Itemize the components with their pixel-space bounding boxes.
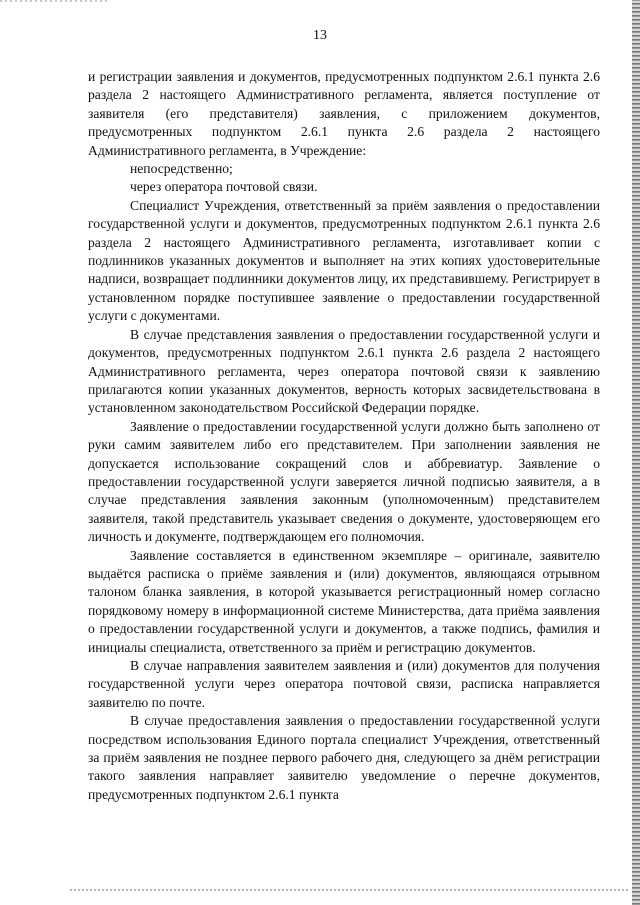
- list-item-in-person: непосредственно;: [130, 161, 233, 177]
- scan-artifact-top: [0, 0, 110, 2]
- paragraph-postal-submission: В случае представления заявления о предоставлении государственной услуги и документов, предусмотренных подпунктом 2.6.1 пункта 2.6 раздела 2 настоящего Административного регламента, через оператора почтовой связи к заявлению прилагаются копии указанных документов, верность которых засвидетельствована в установленном законодательством Российской Федерации порядке.: [88, 326, 600, 416]
- paragraph-postal-receipt: В случае направления заявителем заявления и (или) документов для получения государственной услуги через оператора почтовой связи, расписка направляется заявителю по почте.: [88, 658, 600, 710]
- scan-artifact-bottom-edge: [70, 889, 630, 891]
- paragraph-handwritten-form: Заявление о предоставлении государственной услуги должно быть заполнено от руки самим заявителем либо его представителем. При заполнении заявления не допускается использование сокращений слов и аббревиатур. Заявление о предоставлении государственной услуги заверяется личной подписью заявителя, а в случае представления заявления законным (уполномоченным) представителем заявителя, такой представитель указывает сведения о документе, удостоверяющем его личность и документе, подтверждающем его полномочия.: [88, 418, 600, 545]
- paragraph-single-portal: В случае предоставления заявления о предоставлении государственной услуги посредством использования Единого портала специалист Учреждения, ответственный за приём заявления не позднее первого рабочего дня, следующего за днём регистрации такого заявления направляет заявителю уведомление о перечне документов, предусмотренных подпунктом 2.6.1 пункта: [88, 713, 600, 802]
- page-number: 13: [313, 28, 327, 43]
- paragraph-specialist-copies: Специалист Учреждения, ответственный за приём заявления о предоставлении государственной услуги и документов, предусмотренных подпунктом 2.6.1 пункта 2.6 раздела 2 настоящего Административного регламента, изготавливает копии с подлинников указанных документов и выполняет на этих копиях удостоверительные надписи, возвращает подлинники документов лицу, их представившему. Регистрирует в установленном порядке поступившее заявление о предоставлении государственной услуги с документами.: [88, 197, 600, 324]
- scan-artifact-right-edge: [632, 0, 640, 905]
- paragraph-single-copy-receipt: Заявление составляется в единственном экземпляре – оригинале, заявителю выдаётся расписка о приёме заявления и (или) документов, являющаяся отрывном талоном бланка заявления, в которой указывается регистрационный номер согласно порядковому номеру в информационной системе Министерства, дата приёма заявления о предоставлении государственной услуги и документов, а также подпись, фамилия и инициалы специалиста, ответственного за приём и регистрацию документов.: [88, 547, 600, 655]
- paragraph-intro: и регистрации заявления и документов, предусмотренных подпунктом 2.6.1 пункта 2.6 раздела 2 настоящего Административного регламента, является поступление от заявителя (его представителя) заявления, с приложением документов, предусмотренных подпунктом 2.6.1 пункта 2.6 раздела 2 настоящего Административного регламента, в Учреждение:: [88, 69, 600, 158]
- list-item-postal: через оператора почтовой связи.: [130, 179, 318, 195]
- document-body: [88, 68, 600, 804]
